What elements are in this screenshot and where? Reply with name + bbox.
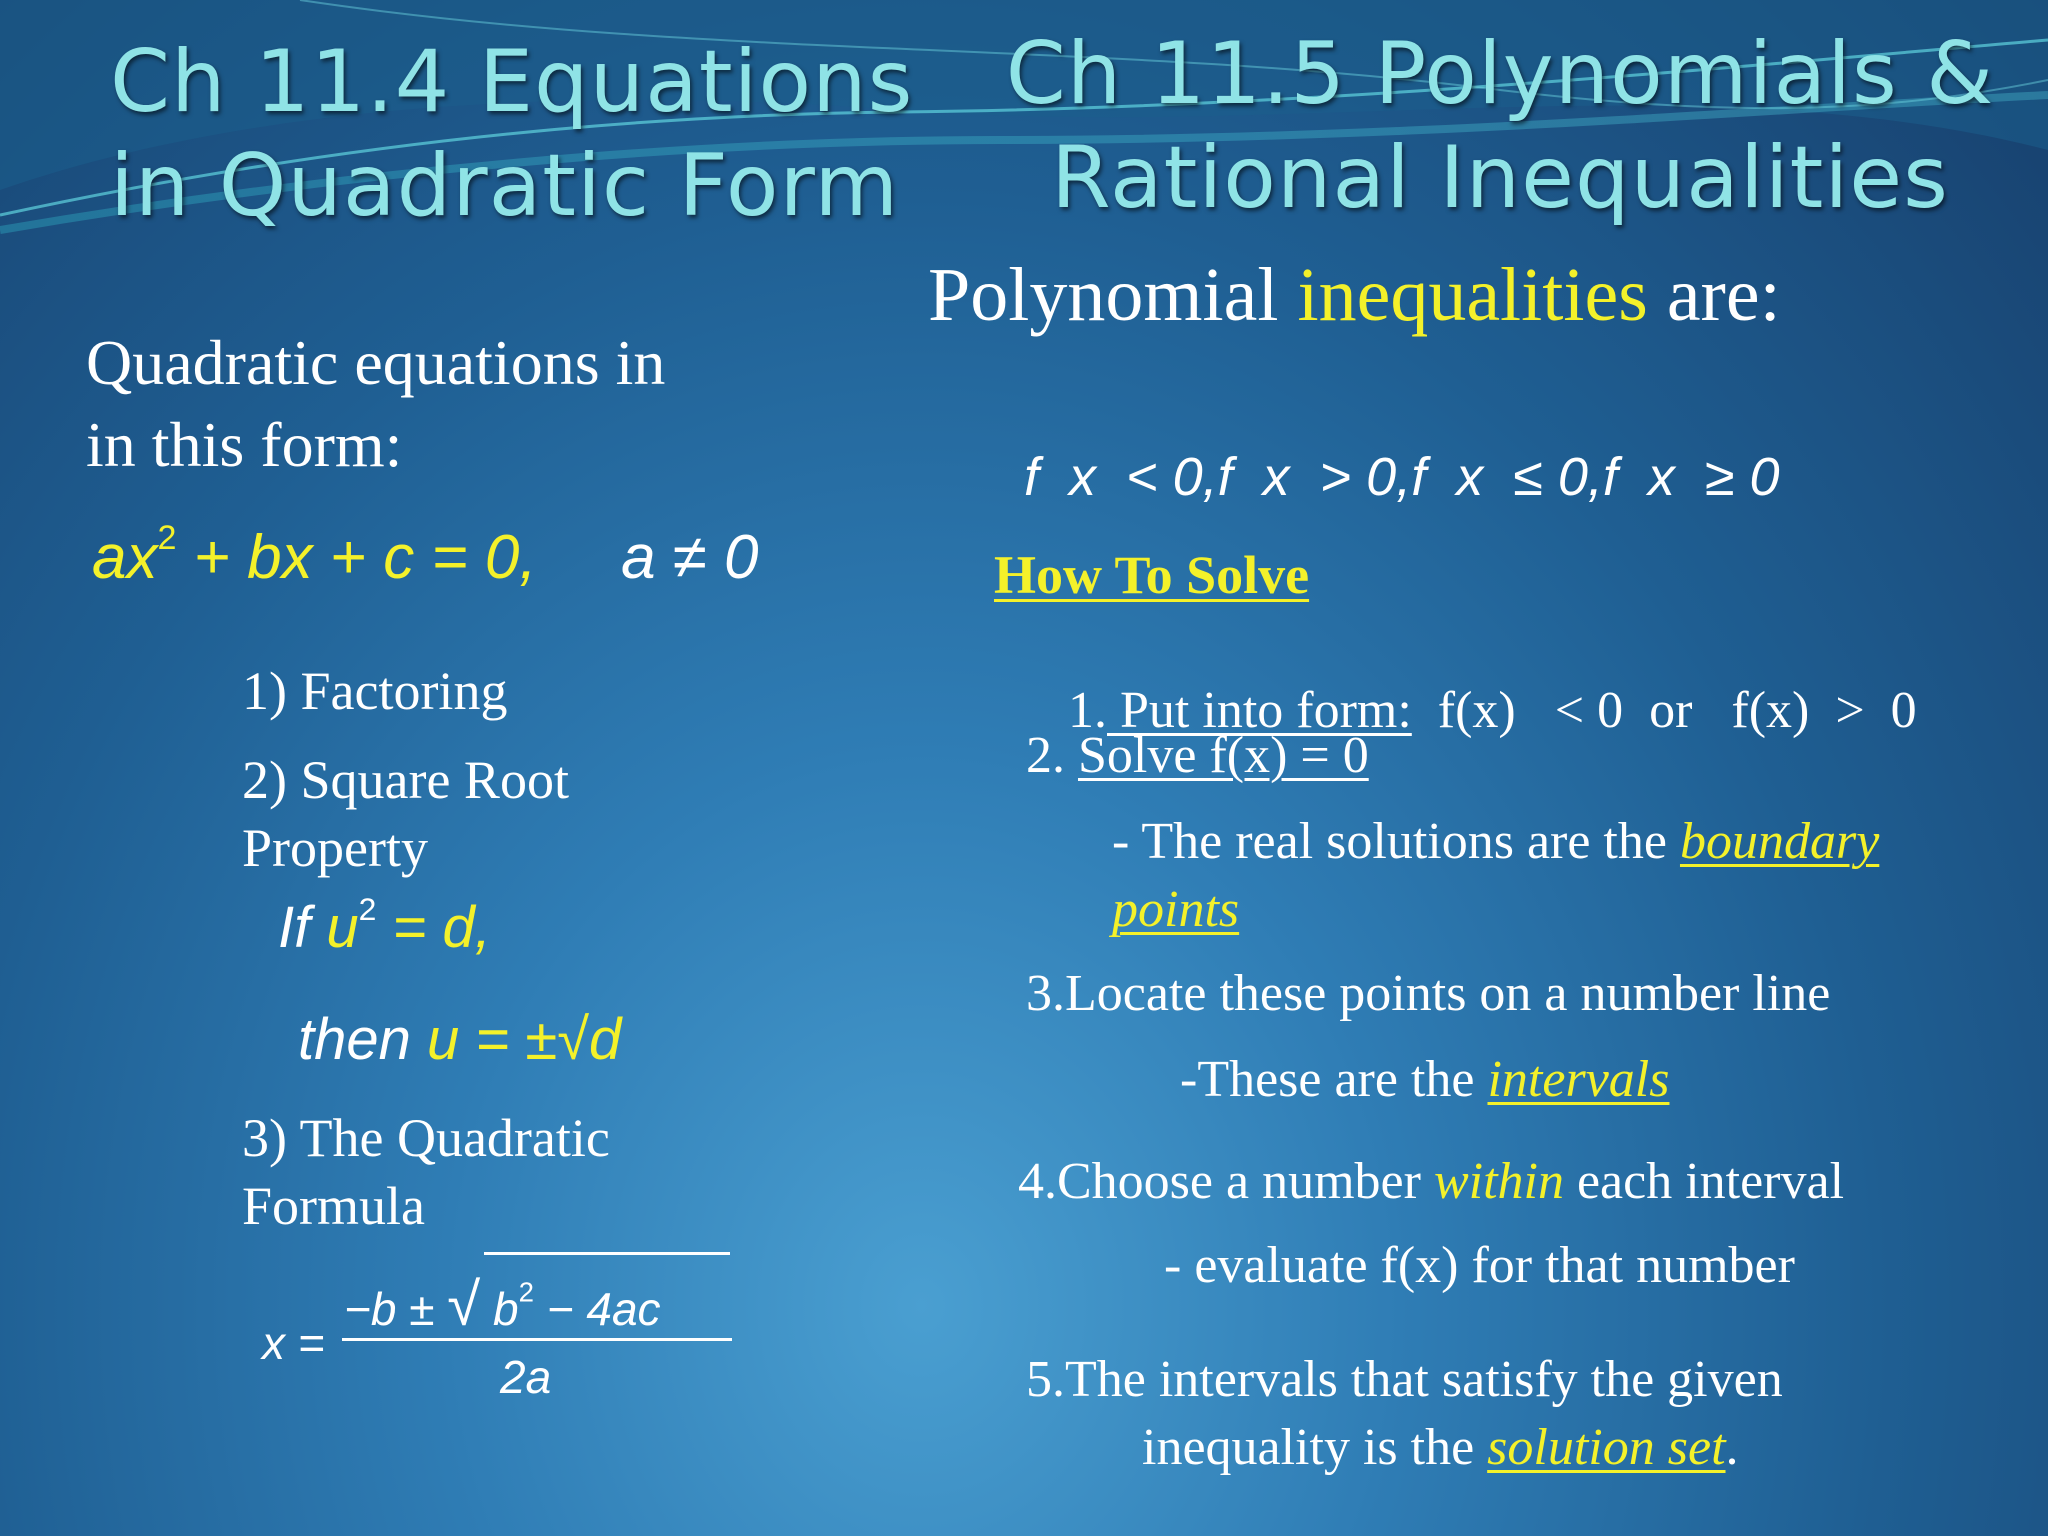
quadratic-formula (262, 1250, 722, 1410)
then-expression: u = ±√d (427, 1007, 622, 1072)
left-intro-line2: in this form: (86, 409, 403, 480)
if-rest: = d, (392, 895, 491, 960)
qf-fraction-bar (342, 1338, 732, 1341)
form-le: f x ≤ 0, (1411, 447, 1603, 507)
step-5-line2-pre: inequality is the (1142, 1419, 1475, 1476)
qf-radical-sign: √ (447, 1271, 481, 1338)
form-lt: f x < 0, (1024, 447, 1218, 507)
right-title (1000, 22, 2000, 230)
step-1 (1042, 622, 1917, 740)
method-factoring: 1) Factoring (242, 661, 508, 721)
step-4-post: each interval (1576, 1153, 1845, 1210)
step-1-rest: f(x) < 0 or f(x) > 0 (1437, 682, 1917, 739)
method-quadratic-formula-line2: Formula (242, 1176, 425, 1236)
form-gt: f x > 0, (1217, 447, 1412, 507)
step-1-label: Put into form: (1107, 682, 1412, 739)
square-root-if (278, 890, 491, 961)
left-title-line2: in Quadratic Form (110, 136, 900, 236)
qf-numerator (344, 1270, 661, 1339)
square-root-then (298, 1006, 621, 1073)
step-2-sub-key1: boundary (1679, 813, 1880, 870)
qf-num-exponent: 2 (518, 1276, 534, 1308)
step-2-label: Solve f(x) = 0 (1078, 727, 1369, 784)
then-word: then (298, 1007, 411, 1072)
right-heading (928, 252, 1781, 339)
step-5-line1: 5.The intervals that satisfy the given (1026, 1351, 1783, 1408)
form-ge: f x ≥ 0 (1602, 447, 1780, 507)
heading-pre: Polynomial (928, 253, 1279, 337)
quadratic-general-form (92, 519, 759, 593)
formula-rest: + bx + c = 0, (176, 523, 537, 592)
method-square-root (242, 746, 569, 882)
right-title-line1: Ch 11.5 Polynomials & (1005, 24, 1995, 124)
if-u: u (326, 895, 359, 960)
method-quadratic-formula-line1: 3) The Quadratic (242, 1108, 610, 1168)
qf-num-pre: −b ± (344, 1283, 435, 1335)
step-4-sub: - evaluate f(x) for that number (1164, 1237, 1795, 1294)
left-title (110, 30, 930, 238)
step-4 (1018, 1152, 1844, 1211)
step-3-sub (1180, 1050, 1669, 1109)
if-exponent: 2 (358, 890, 377, 927)
step-3: 3.Locate these points on a number line (1026, 965, 1831, 1022)
heading-key: inequalities (1297, 253, 1648, 337)
method-quadratic-formula (242, 1104, 610, 1240)
step-5-end: . (1725, 1419, 1739, 1476)
qf-radical-bar (484, 1252, 730, 1255)
heading-post: are: (1666, 253, 1781, 337)
method-square-root-line2: Property (242, 818, 428, 878)
step-2 (1026, 726, 1369, 785)
if-word: If (278, 895, 311, 960)
formula-exponent: 2 (157, 519, 177, 558)
step-2-sub-pre: - The real solutions are the (1112, 813, 1667, 870)
step-2-sub-key2: points (1112, 881, 1240, 938)
step-4-pre: 4.Choose a number (1018, 1153, 1421, 1210)
step-3-sub-pre: -These are the (1180, 1051, 1475, 1108)
left-intro (86, 322, 665, 486)
step-5-key: solution set (1487, 1419, 1726, 1476)
step-2-num: 2. (1026, 727, 1065, 784)
formula-condition: a ≠ 0 (621, 523, 759, 592)
step-3-sub-key: intervals (1487, 1051, 1670, 1108)
right-title-line2: Rational Inequalities (1051, 128, 1949, 228)
step-5 (1026, 1346, 1783, 1482)
qf-num-b: b (492, 1283, 519, 1335)
formula-ax: ax (92, 523, 158, 592)
left-title-line1: Ch 11.4 Equations (110, 32, 914, 132)
inequality-forms (994, 384, 1780, 508)
qf-x-equals: x = (262, 1317, 325, 1369)
step-1-num: 1. (1068, 682, 1107, 739)
qf-num-post: − 4ac (546, 1283, 661, 1335)
left-intro-line1: Quadratic equations in (86, 327, 666, 398)
qf-denominator: 2a (500, 1351, 552, 1403)
step-2-sub (1112, 808, 2012, 944)
method-square-root-line1: 2) Square Root (242, 750, 569, 810)
how-to-solve-heading: How To Solve (994, 545, 1310, 605)
step-4-key: within (1433, 1153, 1564, 1210)
